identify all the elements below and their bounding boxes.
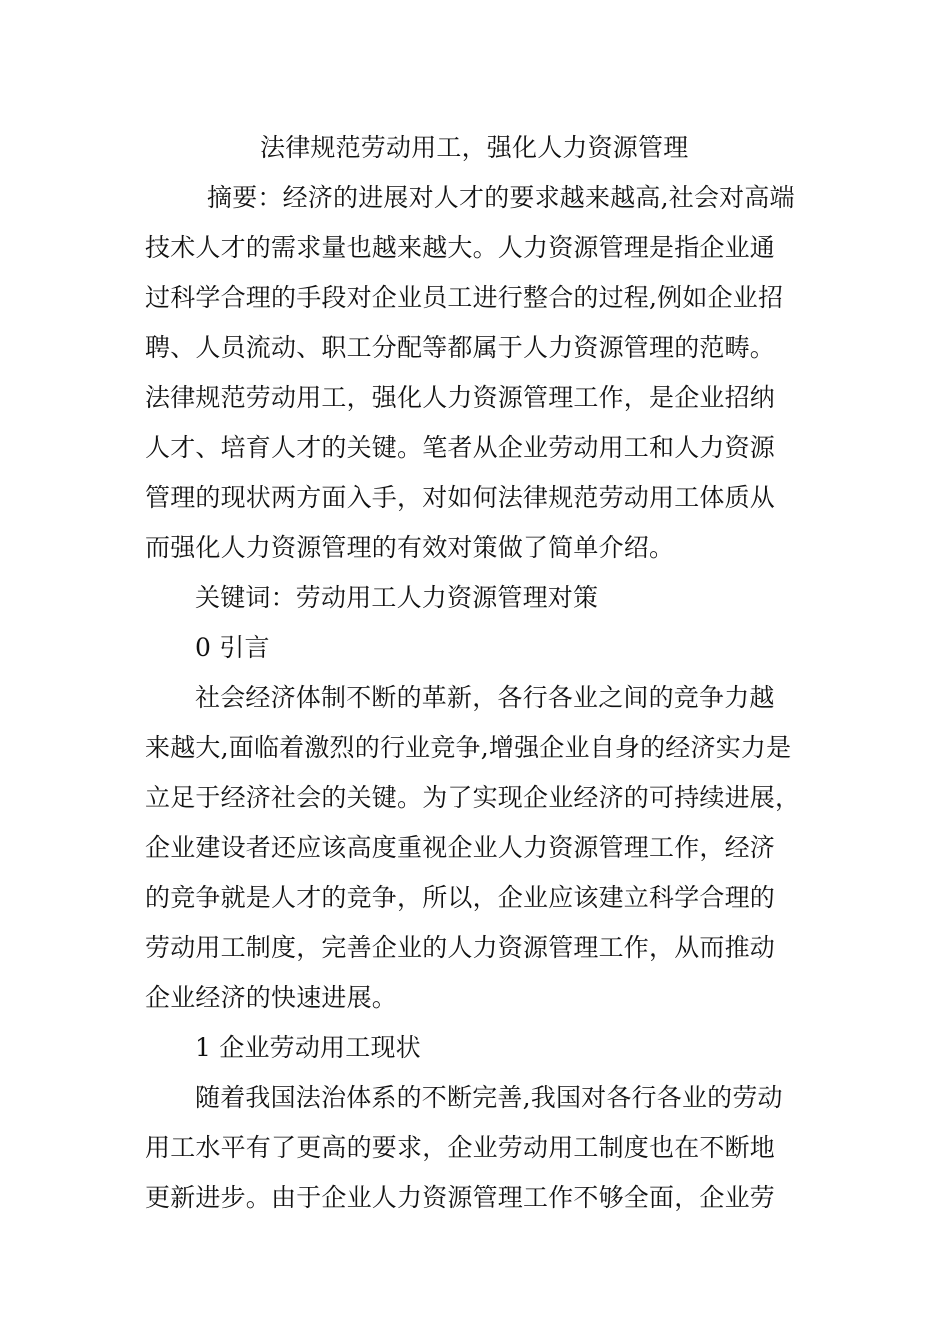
section-heading: 1 企业劳动用工现状 xyxy=(195,1033,421,1062)
section-heading: 0 引言 xyxy=(195,633,270,662)
abstract-line: 法律规范劳动用工，强化人力资源管理工作，是企业招纳 xyxy=(145,383,776,412)
document-title: 法律规范劳动用工，强化人力资源管理 xyxy=(260,133,689,162)
intro-line: 的竞争就是人才的竞争，所以，企业应该建立科学合理的 xyxy=(145,883,776,912)
intro-line: 来越大,面临着激烈的行业竞争,增强企业自身的经济实力是 xyxy=(145,733,792,762)
intro-line: 企业经济的快速进展。 xyxy=(145,983,398,1012)
keywords: 关键词：劳动用工人力资源管理对策 xyxy=(195,583,599,612)
section1-line: 用工水平有了更高的要求，企业劳动用工制度也在不断地 xyxy=(145,1133,776,1162)
abstract-line: 人才、培育人才的关键。笔者从企业劳动用工和人力资源 xyxy=(145,433,776,462)
intro-line: 社会经济体制不断的革新，各行各业之间的竞争力越 xyxy=(195,683,775,712)
abstract-line: 摘要：经济的进展对人才的要求越来越高,社会对高端 xyxy=(207,183,795,212)
abstract-line: 管理的现状两方面入手，对如何法律规范劳动用工体质从 xyxy=(145,483,776,512)
abstract-line: 聘、人员流动、职工分配等都属于人力资源管理的范畴。 xyxy=(145,333,776,362)
abstract-line: 技术人才的需求量也越来越大。人力资源管理是指企业通 xyxy=(145,233,776,262)
abstract-line: 过科学合理的手段对企业员工进行整合的过程,例如企业招 xyxy=(145,283,784,312)
intro-line: 立足于经济社会的关键。为了实现企业经济的可持续进展， xyxy=(145,783,801,812)
abstract-line: 而强化人力资源管理的有效对策做了简单介绍。 xyxy=(145,533,675,562)
intro-line: 企业建设者还应该高度重视企业人力资源管理工作，经济 xyxy=(145,833,776,862)
section1-line: 随着我国法治体系的不断完善,我国对各行各业的劳动 xyxy=(195,1083,783,1112)
intro-line: 劳动用工制度，完善企业的人力资源管理工作，从而推动 xyxy=(145,933,776,962)
section1-line: 更新进步。由于企业人力资源管理工作不够全面，企业劳 xyxy=(145,1183,776,1212)
